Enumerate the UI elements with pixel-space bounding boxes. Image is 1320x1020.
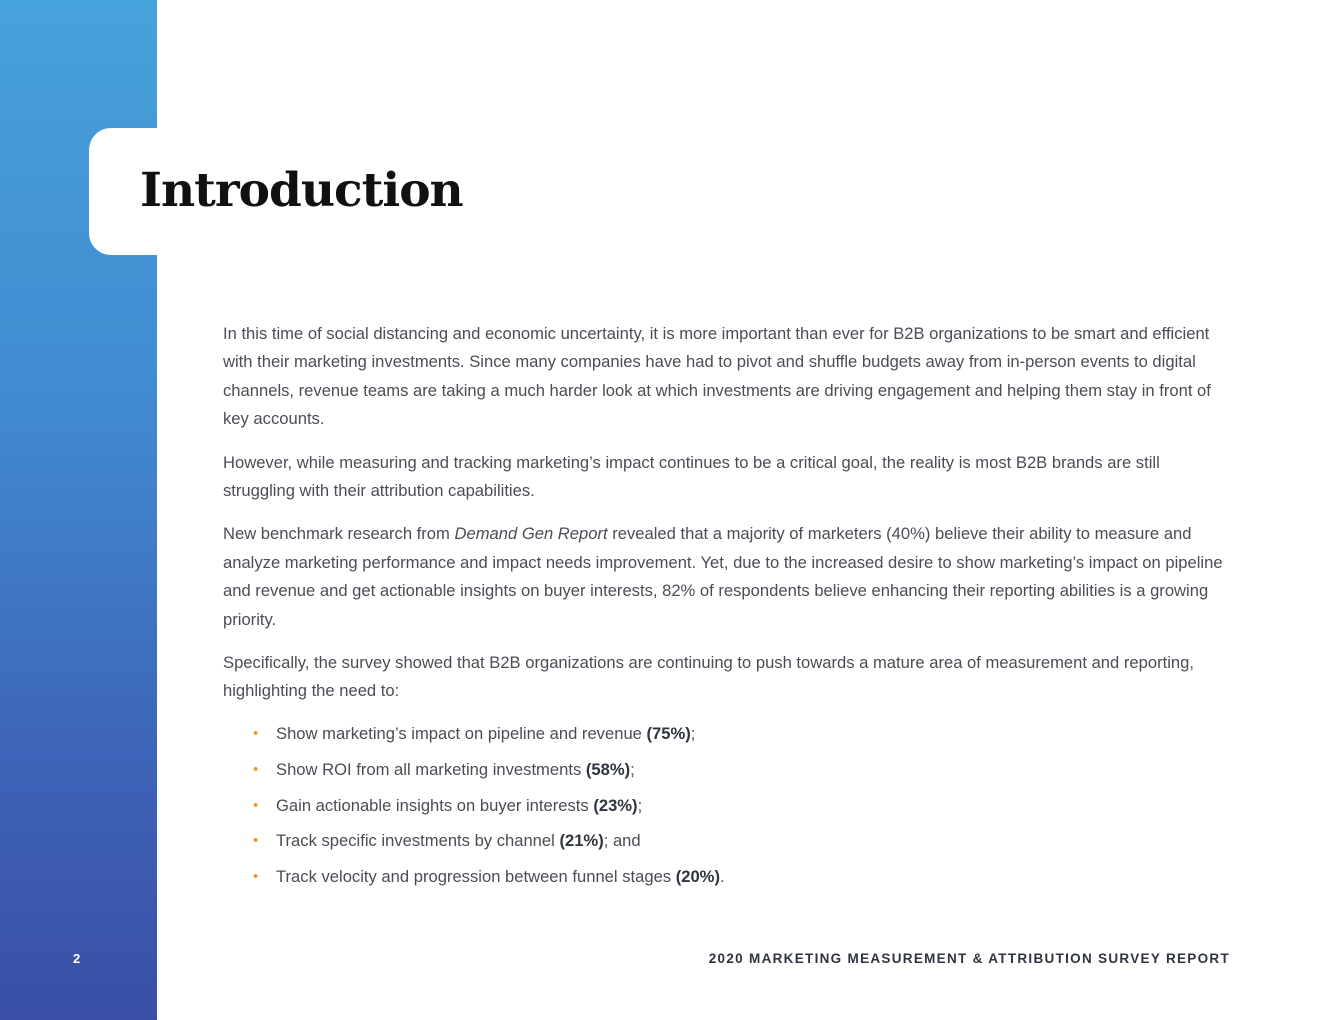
list-item-percent: (23%) [593,795,638,815]
list-item-suffix: ; [690,724,696,743]
bullet-icon: • [253,725,259,742]
bullet-icon: • [253,868,259,886]
footer-report-title: 2020 MARKETING MEASUREMENT & ATTRIBUTION SURVEY REPORT [708,951,1230,966]
paragraph-2: However, while measuring and tracking marketing’s impact continues to be a critical goal, the reality is most B2B brands are still struggling with their attribution capabilities. [223,452,1160,501]
list-item-suffix: . [719,867,725,887]
publication-name: Demand Gen Report [454,524,608,544]
list-item-text: Show ROI from all marketing investments [276,759,586,779]
list-item-text: Gain actionable insights on buyer interests [276,795,594,815]
list-item-suffix: ; and [603,831,641,851]
list-item-text: Track velocity and progression between funnel stages [276,867,676,887]
bullet-icon: • [253,832,259,850]
list-item [253,792,1153,828]
page-title: Introduction [140,163,463,218]
list-item-percent: (20%) [675,867,720,887]
body-text [223,320,1233,721]
paragraph-3-lead: New benchmark research from [223,524,455,544]
findings-list [253,720,1153,899]
list-item [253,863,1153,899]
page-number: 2 [73,951,81,966]
list-item [253,720,1153,756]
list-item-text: Show marketing’s impact on pipeline and revenue [276,724,647,743]
list-item-suffix: ; [637,795,643,815]
paragraph-1: In this time of social distancing and economic uncertainty, it is more important than ever for B2B organizations to be smart and efficient with their marketing investments. Since many companies have had to pivot and shuffle budgets away from in-person events to digital channels, revenue teams are taking a much harder look at which investments are driving engagement and helping them stay in front of key accounts. [223,324,1211,429]
list-item-text: Track specific investments by channel [276,831,560,851]
list-item-percent: (58%) [585,759,631,779]
list-item-percent: (21%) [559,831,604,851]
paragraph-3-rest: revealed that a majority of marketers (40%) believe their ability to measure and analyze marketing performance and impact needs improvement. Yet, due to the increased desire to show marketing’s impact on pipeline and revenue and get actionable insights on buyer interests, 82% of respondents believe enhancing their reporting abilities is a growing priority. [223,524,1223,629]
list-item-suffix: ; [630,759,635,779]
paragraph-3 [223,520,1233,634]
bullet-icon: • [253,796,259,814]
paragraph-4: Specifically, the survey showed that B2B organizations are continuing to push towards a mature area of measurement and reporting, highlighting the need to: [223,653,1194,701]
list-item [253,756,1153,792]
list-item [253,827,1153,863]
bullet-icon: • [253,760,259,778]
list-item-percent: (75%) [646,724,691,743]
